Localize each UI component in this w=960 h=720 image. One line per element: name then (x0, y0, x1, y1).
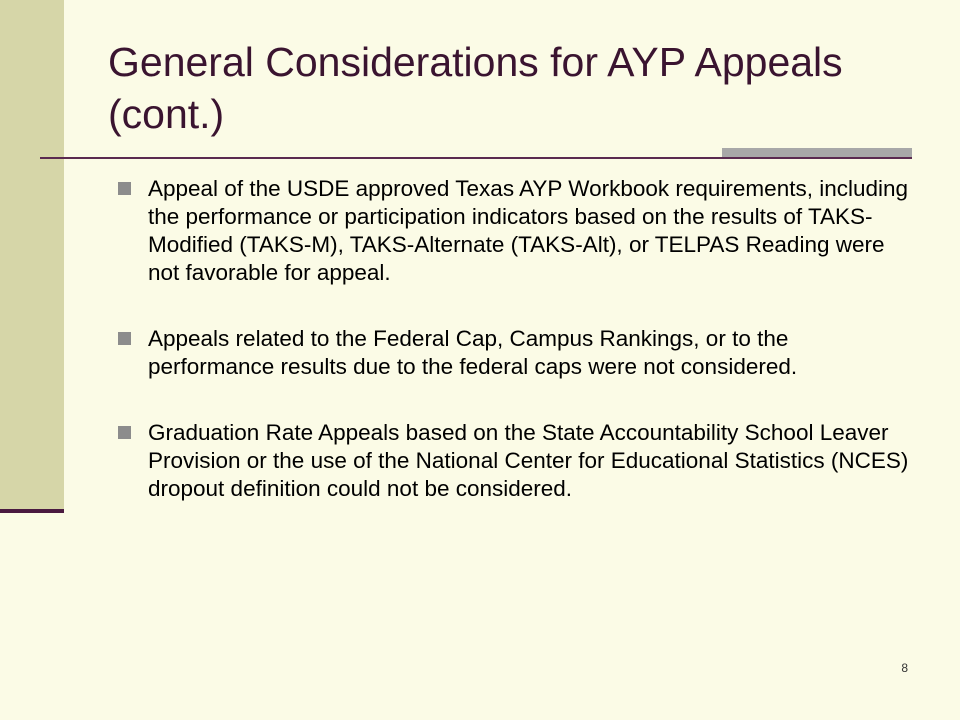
square-bullet-icon (118, 426, 131, 439)
left-side-band (0, 0, 64, 510)
page-number: 8 (901, 661, 908, 675)
title-underline-rule (40, 157, 912, 159)
bullet-text: Appeal of the USDE approved Texas AYP Workbook requirements, including the performance or participation indicators based on the results of TAKS-Modified (TAKS-M), TAKS-Alternate (TAKS-Alt), or TELPAS Reading were not favorable for appeal. (148, 176, 909, 285)
bullet-item (118, 175, 918, 287)
square-bullet-icon (118, 182, 131, 195)
bullet-text: Appeals related to the Federal Cap, Campus Rankings, or to the performance results due to the federal caps were not considered. (148, 326, 798, 379)
square-bullet-icon (118, 332, 131, 345)
bullet-item (118, 325, 918, 381)
slide-title: General Considerations for AYP Appeals (cont.) (108, 39, 843, 137)
bullet-text: Graduation Rate Appeals based on the State Accountability School Leaver Provision or the use of the National Center for Educational Statistics (NCES) dropout definition could not be considered. (148, 420, 909, 501)
bullet-list (118, 175, 918, 503)
bullet-item (118, 419, 918, 503)
left-side-accent-bar (0, 509, 64, 513)
